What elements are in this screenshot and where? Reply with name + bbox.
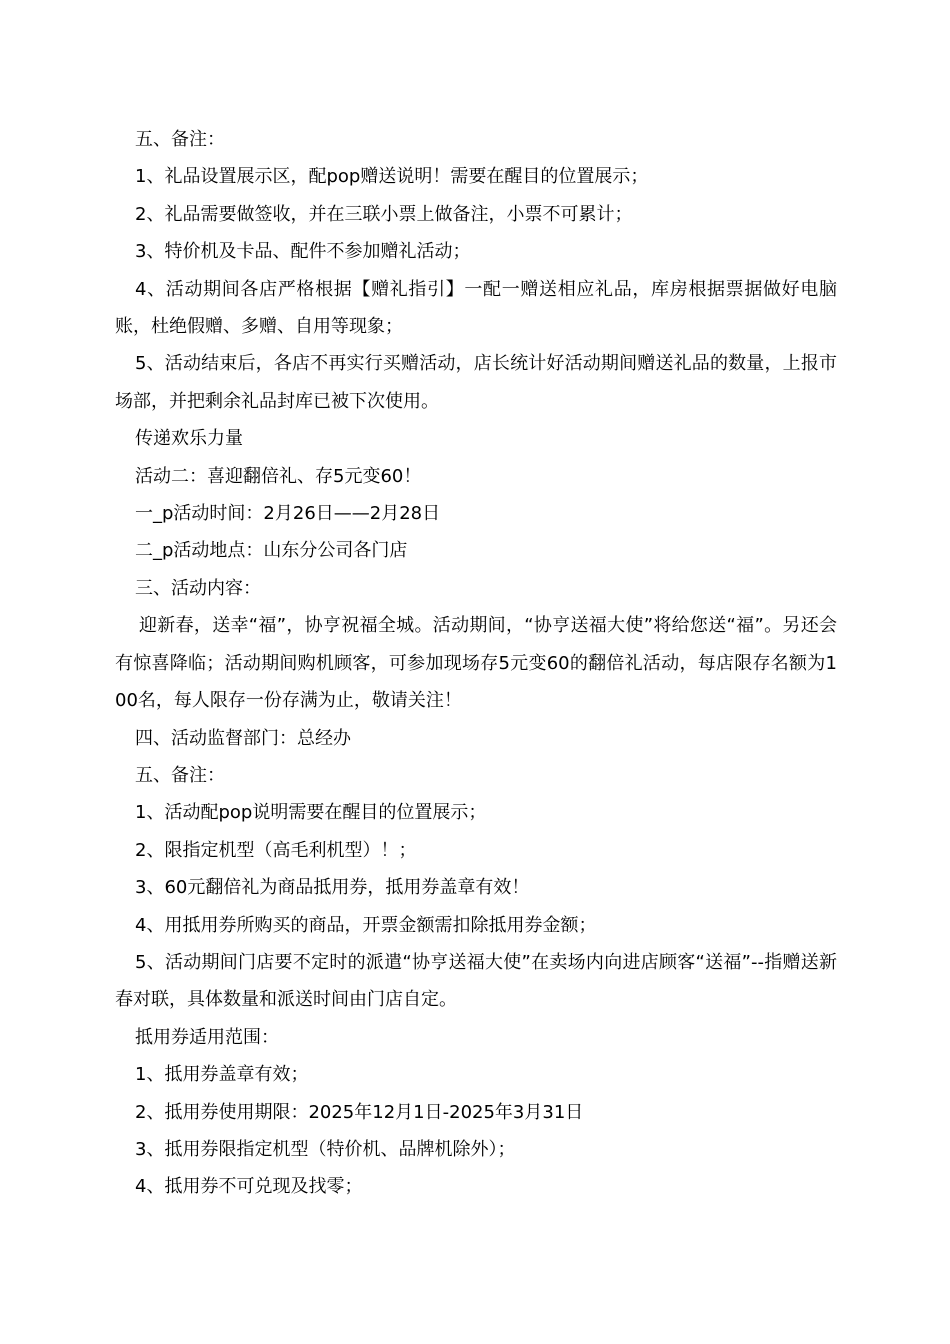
- remark-2-item-4: 4、用抵用券所购买的商品，开票金额需扣除抵用券金额；: [135, 914, 597, 936]
- remark-item-3: 3、特价机及卡品、配件不参加赠礼活动；: [135, 241, 471, 263]
- remark-2-item-3: 3、60元翻倍礼为商品抵用券，抵用券盖章有效！: [135, 877, 530, 899]
- remark-item-2: 2、礼品需要做签收，并在三联小票上做备注，小票不可累计；: [135, 203, 633, 225]
- remark-item-5: 5、活动结束后，各店不再实行买赠活动，店长统计好活动期间赠送礼品的数量，上报市场部，并把剩余礼品封库已被下次使用。: [115, 353, 837, 412]
- voucher-rule-2: 2、抵用券使用期限：2025年12月1日-2025年3月31日: [135, 1101, 584, 1123]
- voucher-rule-3: 3、抵用券限指定机型（特价机、品牌机除外）；: [135, 1138, 516, 1160]
- voucher-rule-4: 4、抵用券不可兑现及找零；: [135, 1176, 363, 1198]
- remark-item-1: 1、礼品设置展示区，配pop赠送说明！需要在醒目的位置展示；: [135, 166, 649, 188]
- document-body: [115, 121, 837, 1206]
- section-heading-content: 三、活动内容：: [135, 577, 261, 599]
- activity-two-title: 活动二：喜迎翻倍礼、存5元变60！: [135, 465, 422, 487]
- activity-location: 二_p活动地点：山东分公司各门店: [135, 540, 408, 562]
- remark-2-item-1: 1、活动配pop说明需要在醒目的位置展示；: [135, 802, 487, 824]
- supervision-department: 四、活动监督部门：总经办: [135, 727, 351, 749]
- remark-2-item-2: 2、限指定机型（高毛利机型）！；: [135, 839, 417, 861]
- voucher-rule-1: 1、抵用券盖章有效；: [135, 1064, 309, 1086]
- activity-content-paragraph: 迎新春，送幸“福”，协亨祝福全城。活动期间，“协亨送福大使”将给您送“福”。另还会有惊喜降临；活动期间购机顾客，可参加现场存5元变60的翻倍礼活动，每店限存名额为100名，每人限存一份存满为止，敬请关注！: [115, 615, 837, 712]
- section-heading-remarks-2: 五、备注：: [135, 764, 225, 786]
- voucher-scope-heading: 抵用券适用范围：: [135, 1026, 279, 1048]
- remark-2-item-5: 5、活动期间门店要不定时的派遣“协亨送福大使”在卖场内向进店顾客“送福”--指赠送新春对联，具体数量和派送时间由门店自定。: [115, 951, 837, 1011]
- section-heading-remarks: 五、备注：: [135, 129, 225, 150]
- activity-time: 一_p活动时间：2月26日——2月28日: [135, 503, 441, 525]
- remark-item-4: 4、活动期间各店严格根据【赠礼指引】一配一赠送相应礼品，库房根据票据做好电脑账，杜绝假赠、多赠、自用等现象；: [115, 278, 837, 338]
- subtitle-joy: 传递欢乐力量: [135, 428, 243, 450]
